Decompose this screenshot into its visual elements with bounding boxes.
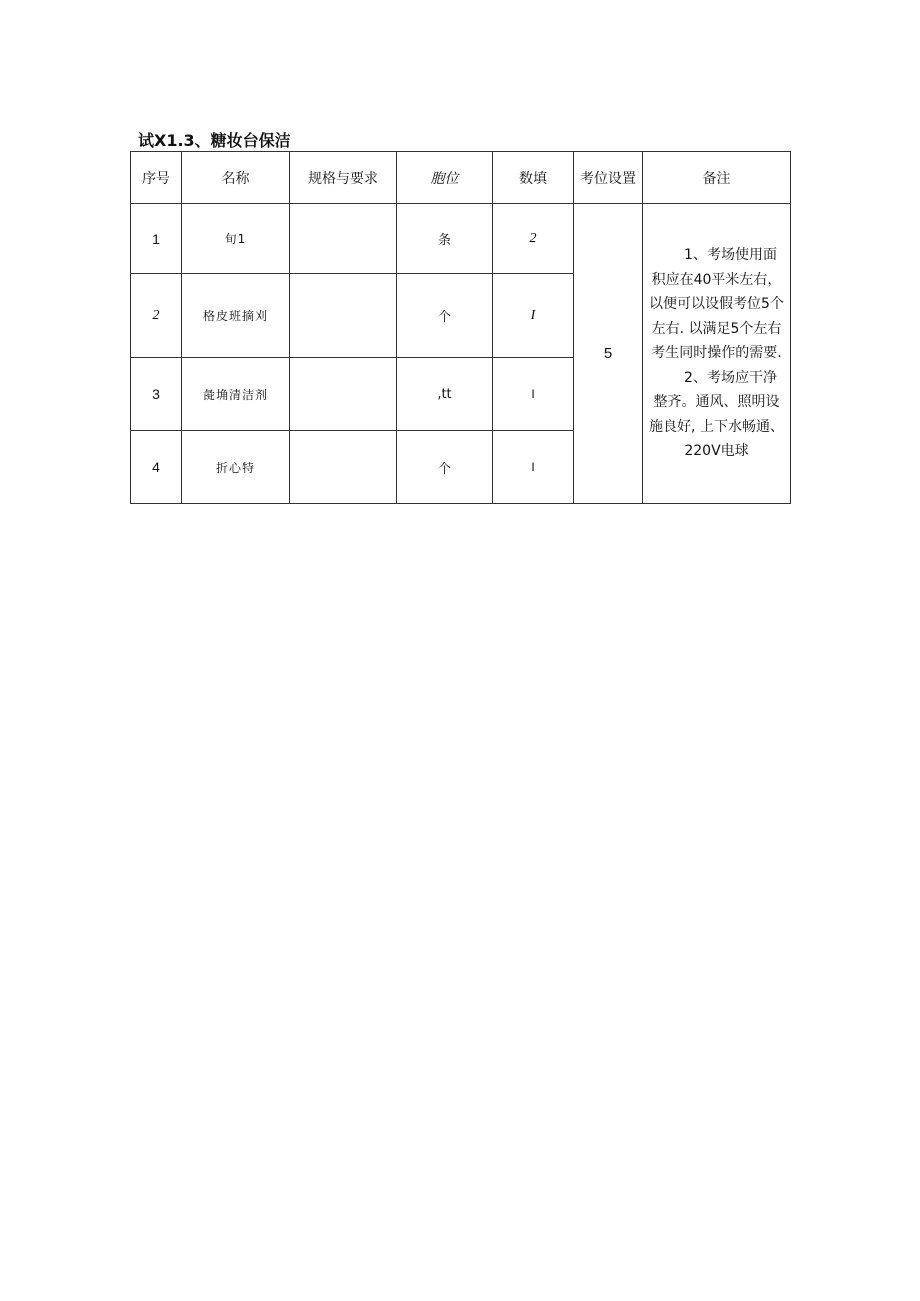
header-station: 考位设置 [574,152,643,204]
cell-no: 3 [131,358,182,431]
cell-name: 彘埆清洁剂 [182,358,290,431]
header-unit: 胞位 [397,152,493,204]
cell-no: 2 [131,274,182,358]
cell-spec [290,274,397,358]
cell-no: 1 [131,204,182,274]
cell-station: 5 [574,204,643,504]
remarks-line: 左右. 以满足5个左右 [651,320,782,337]
remarks-line: 1、考场使用面 [684,247,777,264]
cell-name: 格皮班摘刈 [182,274,290,358]
remarks-line: 积应在40平米左右， [651,271,782,288]
header-remarks: 备注 [643,152,791,204]
cell-spec [290,431,397,504]
cell-qty: I [493,358,574,431]
remarks-line: 考生同时操作的需要. [651,345,782,362]
cell-name: 旬1 [182,204,290,274]
remarks-line: 以便可以设假考位5个 [649,296,784,313]
cell-unit: 个 [397,431,493,504]
table-row [131,204,791,274]
header-no: 序号 [131,152,182,204]
header-qty: 数填 [493,152,574,204]
remarks-line: 2、考场应干净 [684,369,777,386]
cell-name: 折心特 [182,431,290,504]
equipment-table [130,151,791,504]
cell-spec [290,358,397,431]
header-spec: 规格与要求 [290,152,397,204]
cell-remarks [643,204,791,504]
cell-qty: I [493,274,574,358]
cell-unit: ,tt [397,358,493,431]
remarks-line: 整齐。通风、照明设 [653,394,780,411]
cell-unit: 条 [397,204,493,274]
document-title: 试X1.3、糖妆台保洁 [138,131,291,150]
table-header-row [131,152,791,204]
cell-no: 4 [131,431,182,504]
cell-unit: 个 [397,274,493,358]
remarks-line: 施良好, 上下水畅通、 [649,418,784,435]
cell-spec [290,204,397,274]
cell-qty: 2 [493,204,574,274]
remarks-line: 220V电球 [684,443,749,460]
header-name: 名称 [182,152,290,204]
cell-qty: I [493,431,574,504]
